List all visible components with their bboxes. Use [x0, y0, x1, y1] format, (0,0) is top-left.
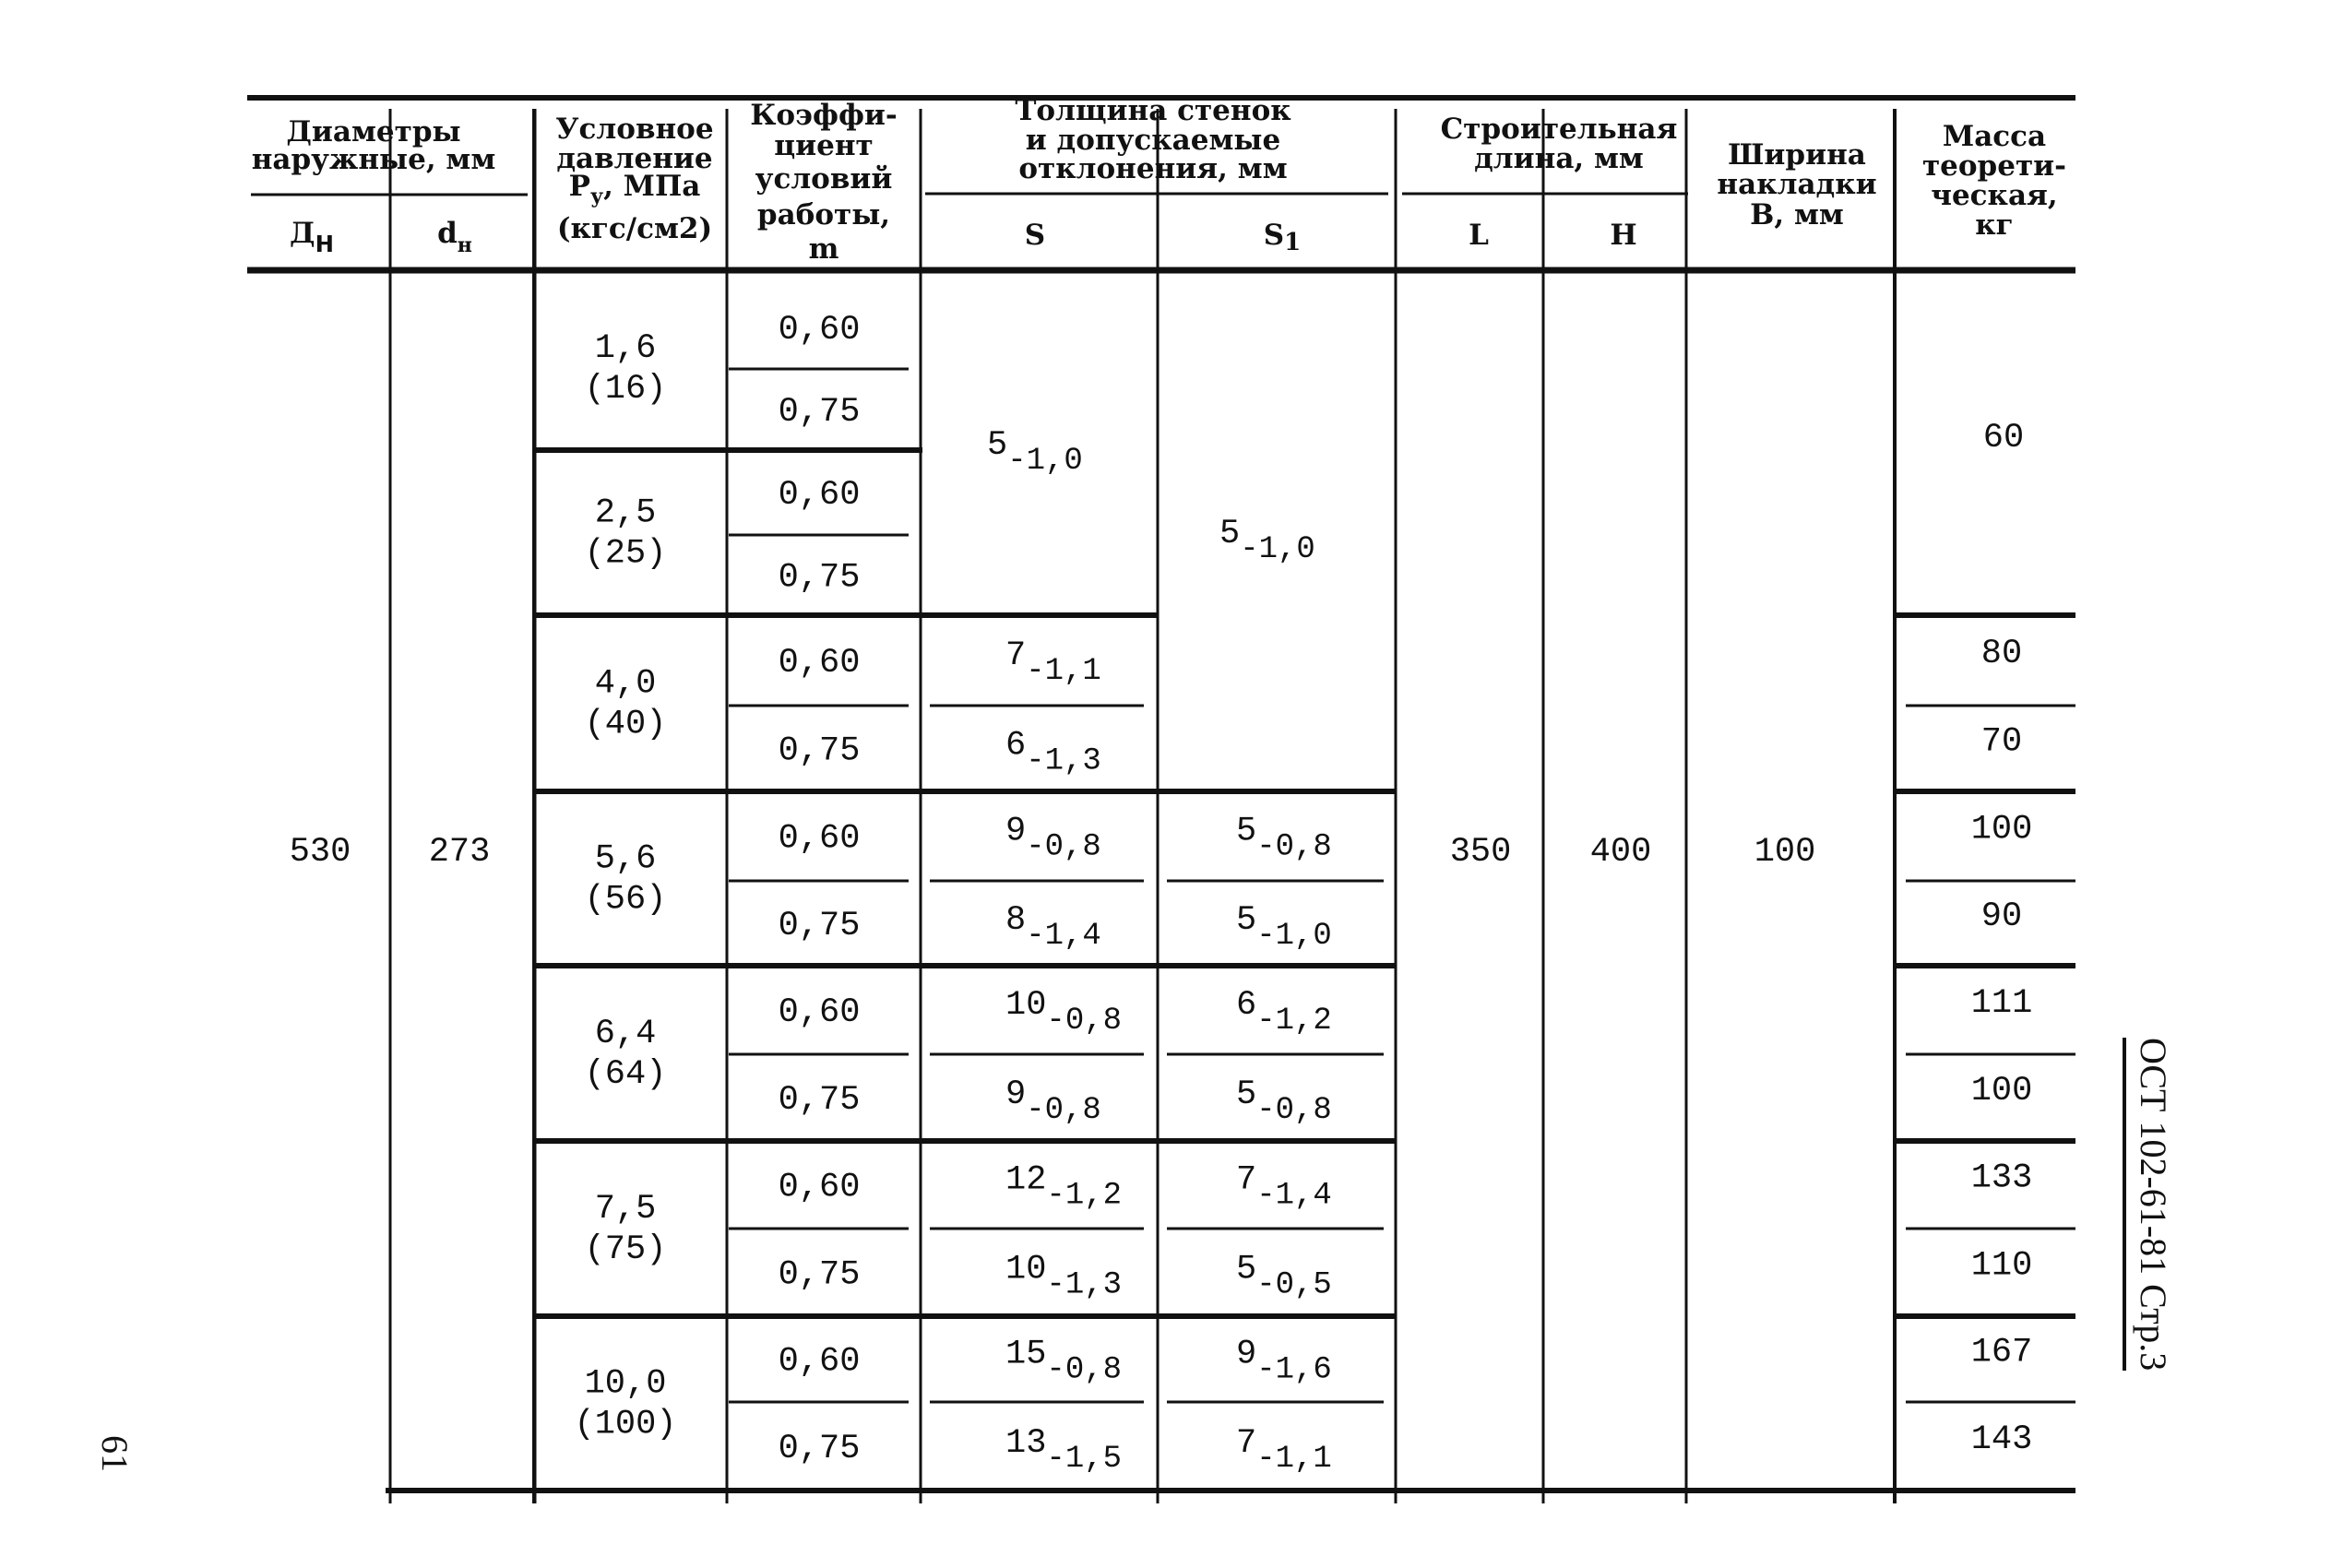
pressure-value: 4,0 [594, 664, 657, 704]
header-coef-line5: m [808, 232, 839, 266]
mass-value: 70 [1980, 722, 2023, 762]
pressure-kgs-value: (100) [574, 1405, 677, 1444]
header-pressure-line2: давление [556, 142, 713, 175]
wall-thickness-s1: 5-0,8 [1236, 812, 1332, 865]
coef-value: 0,60 [778, 1342, 861, 1382]
cell-dh: 273 [428, 833, 491, 872]
wall-thickness-s1: 5-0,8 [1236, 1075, 1332, 1128]
coef-value: 0,75 [778, 558, 861, 598]
coef-value: 0,75 [778, 1255, 861, 1295]
coef-value: 0,75 [778, 1430, 861, 1468]
wall-thickness-s1: 5-1,0 [1219, 515, 1315, 567]
wall-thickness-s: 15-0,8 [1005, 1335, 1123, 1388]
coef-value: 0,60 [778, 1168, 861, 1207]
pressure-kgs-value: (25) [584, 534, 667, 574]
pressure-value: 1,6 [594, 329, 657, 368]
pressure-value: 7,5 [594, 1190, 657, 1229]
wall-thickness-s1: 9-1,6 [1236, 1335, 1332, 1388]
wall-thickness-s: 9-0,8 [1005, 1075, 1101, 1128]
wall-thickness-s1: 5-1,0 [1236, 901, 1332, 954]
wall-thickness-s1: 7-1,4 [1236, 1160, 1332, 1214]
header-pressure-line1: Условное [555, 113, 714, 146]
header-diameters-line1: Диаметры [286, 115, 461, 148]
header-pressure-kgs: (кгс/см2) [556, 212, 713, 245]
header-mass-line1: Масса [1942, 120, 2047, 153]
header-s1: S1 [1263, 219, 1302, 256]
cell-length-l: 350 [1449, 833, 1512, 872]
coef-value: 0,75 [778, 907, 861, 945]
cell-length-h: 400 [1589, 833, 1652, 872]
header-width-line1: Ширина [1728, 138, 1866, 172]
header-pressure-py: $P_у$, МПа [568, 170, 701, 208]
mass-value: 167 [1970, 1333, 2033, 1372]
pressure-value: 2,5 [594, 493, 657, 533]
wall-thickness-s: 12-1,2 [1005, 1160, 1123, 1214]
pressure-kgs-value: (56) [584, 880, 667, 920]
header-thickness-line3: отклонения, мм [1018, 152, 1288, 185]
table-rules [247, 98, 2075, 1503]
wall-thickness-s: 8-1,4 [1005, 901, 1101, 954]
wall-thickness-s: 10-1,3 [1005, 1250, 1123, 1303]
header-h: H [1610, 219, 1637, 252]
wall-thickness-s: 13-1,5 [1005, 1424, 1123, 1477]
mass-value: 110 [1970, 1246, 2033, 1286]
header-coef-line2: циент [774, 129, 874, 162]
header-width-line2: накладки [1717, 168, 1877, 201]
header-mass-line2: теорети- [1921, 149, 2067, 183]
pressure-value: 10,0 [584, 1364, 667, 1404]
header-length-line1: Строительная [1440, 113, 1678, 146]
mass-value: 100 [1970, 810, 2033, 849]
pressure-kgs-value: (75) [584, 1230, 667, 1269]
header-diameters-line2: наружные, мм [251, 143, 496, 176]
header-s: S [1024, 219, 1046, 252]
table-body [574, 311, 2032, 1477]
coef-value: 0,60 [778, 993, 861, 1032]
header-length-line2: длина, мм [1474, 142, 1644, 175]
mass-value: 133 [1970, 1158, 2033, 1198]
mass-value: 90 [1980, 897, 2023, 936]
coef-value: 0,60 [778, 819, 861, 859]
wall-thickness-s1: 6-1,2 [1236, 986, 1332, 1039]
pressure-kgs-value: (40) [584, 705, 667, 744]
header-coef-line3: условий [755, 162, 893, 196]
cell-width-b: 100 [1754, 833, 1816, 872]
header-mass-line3: ческая, [1931, 179, 2058, 212]
wall-thickness-s1: 7-1,1 [1236, 1424, 1332, 1477]
mass-value: 60 [1982, 419, 2025, 457]
pressure-value: 5,6 [594, 839, 657, 879]
mass-value: 111 [1970, 984, 2033, 1023]
header-coef-line4: работы, [756, 198, 891, 232]
coef-value: 0,75 [778, 1081, 861, 1120]
coef-value: 0,60 [778, 476, 861, 515]
header-dn: Дн [290, 217, 334, 262]
wall-thickness-s: 6-1,3 [1005, 726, 1101, 779]
wall-thickness-s: 5-1,0 [987, 426, 1083, 479]
wall-thickness-s: 10-0,8 [1005, 986, 1123, 1039]
header-l: L [1469, 219, 1489, 252]
pressure-kgs-value: (16) [584, 370, 667, 409]
header-dh: $d_н$ [437, 217, 472, 257]
header-width-line3: В, мм [1750, 198, 1844, 232]
wall-thickness-s: 9-0,8 [1005, 812, 1101, 865]
wall-thickness-s: 7-1,1 [1005, 636, 1101, 689]
header-thickness-line1: Толщина стенок [1015, 94, 1291, 127]
document-code: ОСТ 102-61-81 Стр.3 [2123, 1038, 2175, 1371]
header-mass-line4: кг [1975, 208, 2014, 242]
coef-value: 0,75 [778, 731, 861, 771]
pressure-value: 6,4 [594, 1015, 657, 1053]
header-thickness-line2: и допускаемые [1025, 124, 1281, 157]
mass-value: 143 [1970, 1420, 2033, 1459]
page-number: 61 [94, 1435, 136, 1472]
header-coef-line1: Коэффи- [750, 99, 898, 132]
coef-value: 0,75 [778, 393, 861, 432]
wall-thickness-s1: 5-0,5 [1236, 1250, 1332, 1303]
pressure-kgs-value: (64) [584, 1055, 667, 1094]
mass-value: 100 [1970, 1072, 2033, 1111]
coef-value: 0,60 [778, 644, 861, 683]
cell-dn: 530 [289, 833, 351, 872]
mass-value: 80 [1980, 635, 2023, 673]
coef-value: 0,60 [778, 311, 861, 350]
